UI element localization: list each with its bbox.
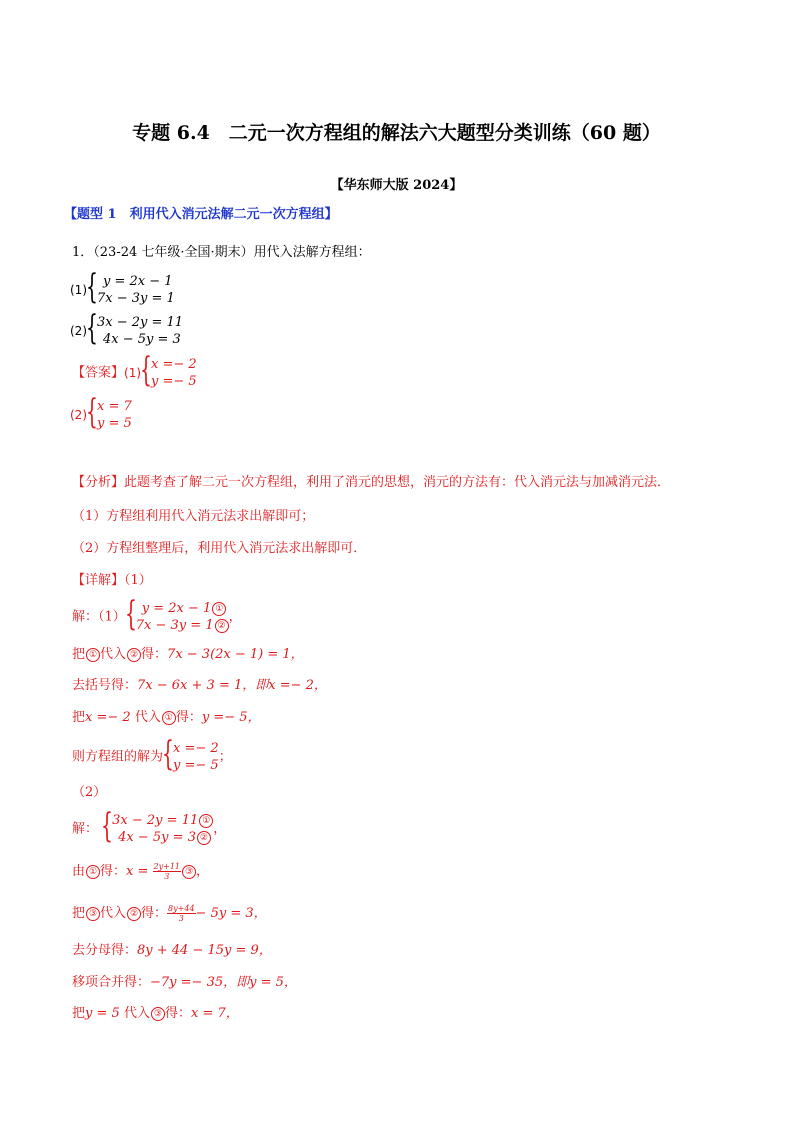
circle-3: ③ bbox=[151, 1007, 165, 1021]
fraction bbox=[153, 862, 182, 881]
answer-part-2 bbox=[70, 398, 132, 432]
text: 得： bbox=[175, 710, 202, 725]
analysis-tag: 【分析】 bbox=[72, 475, 125, 490]
text: 移项合并得： bbox=[72, 975, 151, 990]
analysis-text: 此题考查了解二元一次方程组，利用了消元的思想，消元的方法有：代入消元法与加减消元法． bbox=[124, 475, 671, 490]
circle-2: ② bbox=[127, 648, 141, 662]
text: 代入 bbox=[100, 906, 127, 921]
answer-x: { x =− 2 bbox=[173, 741, 219, 756]
comma: ， bbox=[228, 609, 242, 625]
expression: − 5y = 3， bbox=[195, 906, 267, 921]
text: ， bbox=[196, 864, 210, 879]
solution-step-4 bbox=[72, 740, 232, 774]
circle-1: ① bbox=[162, 711, 176, 725]
equation bbox=[112, 812, 213, 829]
answer-system bbox=[163, 740, 219, 774]
solution-step-6 bbox=[72, 904, 267, 923]
circle-2: ② bbox=[127, 907, 141, 921]
expression: x = bbox=[126, 864, 153, 879]
solution-step-8 bbox=[72, 974, 297, 992]
page-title: 专题 6.4 二元一次方程组的解法六大题型分类训练（60 题） bbox=[132, 122, 661, 144]
answer-system bbox=[141, 356, 197, 390]
text: 把 bbox=[72, 906, 86, 921]
text: 把 bbox=[72, 647, 86, 662]
solution-step-2 bbox=[72, 677, 327, 695]
denominator: 3 bbox=[178, 914, 184, 923]
equation: { y = 2x − 1 bbox=[103, 274, 173, 289]
text: 把 bbox=[72, 710, 86, 725]
answer-system bbox=[87, 398, 132, 432]
equation-system bbox=[102, 812, 213, 846]
text: 得： bbox=[141, 906, 168, 921]
equation-system bbox=[87, 314, 183, 348]
answer-2-label: (2) bbox=[70, 408, 87, 422]
text: 得： bbox=[100, 864, 127, 879]
expression: y = 5 bbox=[85, 1006, 120, 1021]
solution-step-3 bbox=[72, 709, 261, 727]
circle-2: ② bbox=[215, 619, 229, 633]
equation-text: 7x − 3y = 1 bbox=[135, 618, 214, 633]
detail-part-1: （1） bbox=[124, 573, 152, 588]
expression: 7x − 3(2x − 1) = 1， bbox=[167, 647, 304, 662]
answer-y: y =− 5 bbox=[173, 758, 219, 773]
analysis-paragraph bbox=[72, 474, 670, 492]
text: 去分母得： bbox=[72, 943, 138, 958]
text: 代入 bbox=[123, 1006, 150, 1021]
text: 去括号得： bbox=[72, 678, 138, 693]
solution-prefix: 解：（1） bbox=[72, 609, 126, 625]
circle-3: ③ bbox=[182, 865, 196, 879]
denominator: 3 bbox=[164, 872, 170, 881]
solution-step-9 bbox=[72, 1005, 239, 1023]
solution-step-7 bbox=[72, 942, 272, 960]
text: 则方程组的解为 bbox=[72, 749, 164, 765]
text: 代入 bbox=[100, 647, 127, 662]
circle-1: ① bbox=[212, 602, 226, 616]
expression: x = 7， bbox=[190, 1006, 239, 1021]
text: 由 bbox=[72, 864, 86, 879]
answer-y: y = 5 bbox=[97, 416, 132, 431]
expression: x =− 2 bbox=[85, 710, 131, 725]
answer-1-label: (1) bbox=[124, 366, 142, 380]
text: ； bbox=[218, 749, 232, 765]
equation-text: 3x − 2y = 11 bbox=[112, 813, 199, 828]
text: 得： bbox=[141, 647, 168, 662]
equation-system bbox=[126, 600, 229, 634]
detail-heading bbox=[72, 572, 152, 590]
fraction bbox=[167, 904, 196, 923]
question-stem: 1．（23-24 七年级·全国·期末）用代入法解方程组： bbox=[72, 245, 371, 260]
detail-part-2: （2） bbox=[72, 785, 107, 800]
equation bbox=[136, 617, 229, 634]
text: 得： bbox=[164, 1006, 191, 1021]
equation-text: y = 2x − 1 bbox=[141, 601, 212, 616]
answer-y: y =− 5 bbox=[151, 374, 197, 389]
circle-3: ③ bbox=[86, 907, 100, 921]
equation bbox=[112, 829, 213, 846]
text: 代入 bbox=[134, 710, 161, 725]
equation-text: 4x − 5y = 3 bbox=[118, 830, 196, 845]
expression: −7y =− 35，即y = 5， bbox=[150, 975, 297, 990]
circle-1: ① bbox=[86, 865, 100, 879]
question-part-2 bbox=[70, 314, 183, 348]
part-2-label: (2) bbox=[70, 324, 87, 338]
part-1-label: (1) bbox=[70, 283, 87, 297]
expression: 7x − 6x + 3 = 1，即x =− 2， bbox=[137, 678, 327, 693]
solution-2-system bbox=[72, 812, 226, 846]
answer-part-1 bbox=[72, 356, 197, 390]
equation bbox=[136, 600, 229, 617]
comma: ， bbox=[213, 821, 227, 837]
answer-x: { x =− 2 bbox=[151, 357, 197, 372]
question-part-1 bbox=[70, 273, 175, 307]
analysis-line-1: （1）方程组利用代入消元法求出解即可； bbox=[72, 509, 315, 524]
solution-prefix: 解： bbox=[72, 821, 99, 837]
solution-step-1 bbox=[72, 646, 304, 664]
expression: y =− 5， bbox=[201, 710, 261, 725]
circle-2: ② bbox=[197, 831, 211, 845]
equation-system bbox=[87, 273, 175, 307]
circle-1: ① bbox=[86, 648, 100, 662]
numerator: 2y+11 bbox=[153, 862, 181, 871]
equation: 4x − 5y = 3 bbox=[103, 332, 181, 347]
equation: { 3x − 2y = 11 bbox=[97, 315, 184, 330]
section-heading: 【题型 1 利用代入消元法解二元一次方程组】 bbox=[64, 207, 338, 222]
analysis-line-2: （2）方程组整理后，利用代入消元法求出解即可． bbox=[72, 541, 367, 556]
circle-1: ① bbox=[199, 814, 213, 828]
solution-1-system bbox=[72, 600, 242, 634]
numerator: 8y+44 bbox=[168, 904, 195, 913]
expression: 8y + 44 − 15y = 9， bbox=[137, 943, 272, 958]
answer-x: { x = 7 bbox=[97, 399, 132, 414]
detail-tag: 【详解】 bbox=[72, 573, 125, 588]
equation: 7x − 3y = 1 bbox=[97, 291, 175, 306]
answer-tag: 【答案】 bbox=[72, 365, 125, 381]
solution-step-5 bbox=[72, 862, 209, 881]
edition-subtitle: 【华东师大版 2024】 bbox=[330, 178, 463, 193]
text: 把 bbox=[72, 1006, 86, 1021]
